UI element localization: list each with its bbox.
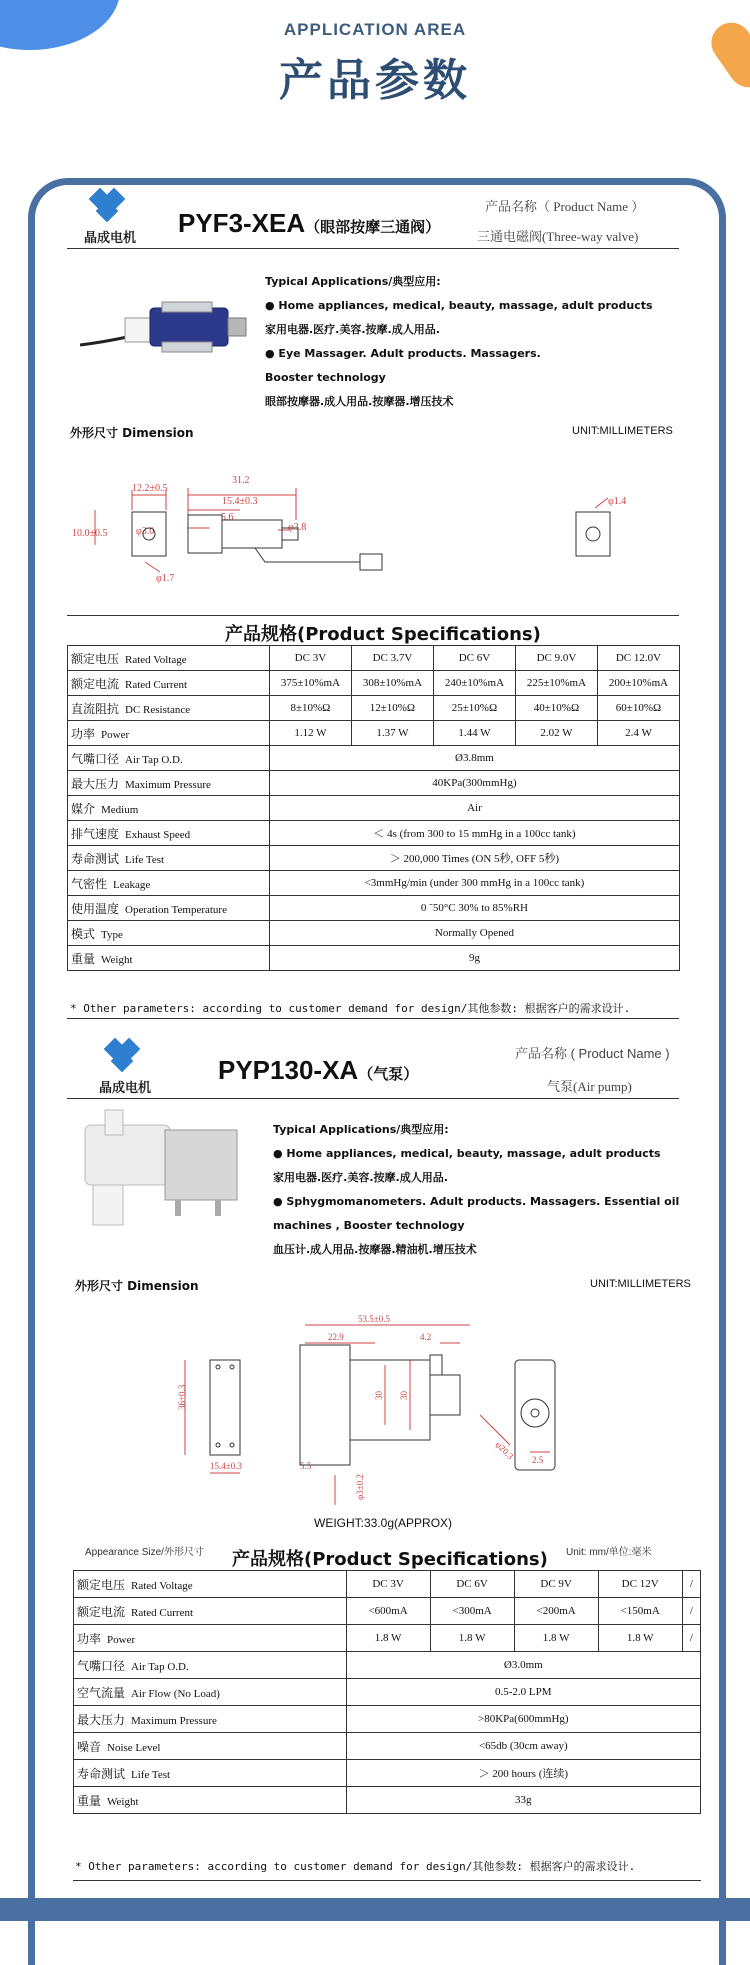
table-cell: DC 3.7V (351, 646, 433, 671)
row-label (68, 671, 270, 696)
brand-logo (70, 185, 150, 245)
table-cell: <200mA (514, 1598, 598, 1625)
table-row (68, 821, 680, 846)
table-cell: ＜ 4s (from 300 to 15 mmHg in a 100cc tank) (269, 821, 679, 846)
table-row (68, 921, 680, 946)
table-cell: DC 9V (514, 1571, 598, 1598)
table-cell: 308±10%mA (351, 671, 433, 696)
row-label-cn: 直流阻抗 (71, 701, 120, 716)
table-cell: DC 9.0V (515, 646, 597, 671)
table-cell: <3mmHg/min (under 300 mmHg in a 100cc tank) (269, 871, 679, 896)
row-label (74, 1760, 347, 1787)
row-label-en: Rated Current (131, 1606, 194, 1619)
spec-title: 产品规格(Product Specifications) (225, 624, 541, 645)
row-label-en: Life Test (125, 853, 165, 866)
table-row (74, 1733, 701, 1760)
dim-label: 53.5±0.5 (358, 1314, 390, 1324)
dim-label: 2.5 (532, 1455, 544, 1465)
table-cell: DC 3V (346, 1571, 430, 1598)
row-label (68, 846, 270, 871)
table-cell: 9g (269, 946, 679, 971)
dim-label: φ3.8 (288, 522, 307, 533)
table-row (74, 1706, 701, 1733)
row-label-en: Rated Voltage (131, 1579, 193, 1592)
table-cell: <600mA (346, 1598, 430, 1625)
row-label-en: DC Resistance (125, 703, 191, 716)
table-cell: 1.12 W (269, 721, 351, 746)
product-name-label: 产品名称（ Product Name ） (485, 199, 645, 214)
logo-text: 晶成电机 (84, 231, 137, 246)
dim-label: 5.6 (221, 512, 234, 523)
row-label-cn: 空气流量 (77, 1685, 126, 1700)
table-cell: 1.37 W (351, 721, 433, 746)
unit-label: Unit: mm/单位:毫米 (566, 1547, 652, 1558)
dim-label: 31.2 (232, 475, 250, 486)
table-row (68, 946, 680, 971)
row-label (68, 746, 270, 771)
table-cell: DC 3V (269, 646, 351, 671)
product-name-value: 三通电磁阀(Three-way valve) (477, 229, 639, 244)
row-label (68, 796, 270, 821)
dimension-drawing (60, 450, 690, 595)
divider (67, 615, 679, 616)
table-cell: 1.8 W (514, 1625, 598, 1652)
table-row (74, 1625, 701, 1652)
row-label (68, 896, 270, 921)
product-photo-valve (80, 290, 250, 360)
row-label-cn: 寿命测试 (71, 851, 120, 866)
row-label-en: Type (101, 928, 123, 941)
table-cell: / (682, 1571, 700, 1598)
table-cell: <150mA (598, 1598, 682, 1625)
row-label-cn: 重量 (77, 1793, 102, 1808)
row-label (74, 1652, 347, 1679)
row-label-en: Noise Level (107, 1741, 161, 1754)
spec-title: 产品规格(Product Specifications) (232, 1549, 548, 1570)
table-cell: 375±10%mA (269, 671, 351, 696)
dim-label: 5.5 (300, 1461, 312, 1471)
row-label (74, 1598, 347, 1625)
table-cell: DC 12V (598, 1571, 682, 1598)
row-label-en: Air Tap O.D. (131, 1660, 189, 1673)
row-label-en: Maximum Pressure (125, 778, 211, 791)
table-row (74, 1571, 701, 1598)
table-row (74, 1652, 701, 1679)
bottom-band (0, 1898, 750, 1921)
table-cell: / (682, 1625, 700, 1652)
row-label-cn: 气密性 (71, 876, 108, 891)
row-label (74, 1625, 347, 1652)
row-label-en: Medium (101, 803, 139, 816)
row-label-en: Power (107, 1633, 136, 1646)
table-cell: >80KPa(600mmHg) (346, 1706, 700, 1733)
table-row (74, 1787, 701, 1814)
table-row (74, 1598, 701, 1625)
table-cell: 0 ˜50°C 30% to 85%RH (269, 896, 679, 921)
divider (73, 1880, 701, 1881)
unit-label: UNIT:MILLIMETERS (572, 425, 673, 437)
spec-table (73, 1570, 701, 1814)
row-label-cn: 功率 (77, 1631, 102, 1646)
row-label (68, 871, 270, 896)
table-cell: 1.8 W (430, 1625, 514, 1652)
divider (67, 1098, 679, 1099)
table-cell: DC 12.0V (597, 646, 679, 671)
product-model: PYP130-XA（气泵） (218, 1055, 419, 1085)
row-label-en: Exhaust Speed (125, 828, 191, 841)
product-photo-pump (75, 1100, 245, 1240)
dim-label: 15.4±0.3 (222, 496, 258, 507)
row-label-cn: 额定电流 (77, 1604, 126, 1619)
row-label-en: Weight (101, 953, 133, 966)
table-cell: 1.8 W (598, 1625, 682, 1652)
row-label-cn: 使用温度 (71, 901, 120, 916)
table-row (68, 871, 680, 896)
row-label (68, 696, 270, 721)
spec-table (67, 645, 680, 971)
table-cell: 240±10%mA (433, 671, 515, 696)
divider (67, 248, 679, 249)
row-label-cn: 模式 (71, 926, 96, 941)
row-label-cn: 最大压力 (71, 776, 120, 791)
weight-label: WEIGHT:33.0g(APPROX) (314, 1516, 453, 1530)
table-cell: 225±10%mA (515, 671, 597, 696)
row-label-en: Air Flow (No Load) (131, 1687, 220, 1700)
table-cell: ＞ 200 hours (连续) (346, 1760, 700, 1787)
table-cell: DC 6V (433, 646, 515, 671)
dim-label: 30 (399, 1391, 409, 1400)
row-label (74, 1787, 347, 1814)
row-label-en: Power (101, 728, 130, 741)
typical-applications: Typical Applications/典型应用: ● Home appliances, medical, beauty, massage, adult products 家用电器.医疗.美容.按摩.成人用品. ● Eye Massager. Adult products. Massagers. Booster technology 眼部按摩器.成人用品.按摩器.增压技术 (265, 275, 653, 408)
row-label (74, 1679, 347, 1706)
table-cell: 8±10%Ω (269, 696, 351, 721)
row-label-cn: 重量 (71, 951, 96, 966)
table-row (74, 1679, 701, 1706)
table-row (68, 846, 680, 871)
row-label-cn: 功率 (71, 726, 96, 741)
row-label-en: Life Test (131, 1768, 171, 1781)
dim-label: 10.0±0.5 (72, 528, 108, 539)
row-label-en: Leakage (113, 878, 151, 891)
brand-logo (85, 1035, 165, 1095)
row-label-cn: 额定电流 (71, 676, 120, 691)
table-cell: ＞ 200,000 Times (ON 5秒, OFF 5秒) (269, 846, 679, 871)
dim-label: φ1.4 (608, 496, 627, 507)
row-label-en: Rated Current (125, 678, 188, 691)
table-cell: 2.02 W (515, 721, 597, 746)
row-label-cn: 额定电压 (77, 1577, 126, 1592)
table-row (68, 696, 680, 721)
table-cell: Normally Opened (269, 921, 679, 946)
row-label-cn: 额定电压 (71, 651, 120, 666)
dim-label: 22.9 (328, 1332, 344, 1342)
table-row (68, 796, 680, 821)
dimension-title: 外形尺寸 Dimension (70, 426, 194, 440)
row-label (68, 921, 270, 946)
table-cell: Ø3.8mm (269, 746, 679, 771)
table-cell: 60±10%Ω (597, 696, 679, 721)
table-cell: 25±10%Ω (433, 696, 515, 721)
dim-label: φ20.3 (493, 1439, 516, 1462)
row-label-en: Operation Temperature (125, 903, 227, 916)
dimension-drawing (160, 1305, 630, 1515)
table-cell: Air (269, 796, 679, 821)
row-label-cn: 最大压力 (77, 1712, 126, 1727)
table-cell: / (682, 1598, 700, 1625)
table-cell: 1.44 W (433, 721, 515, 746)
row-label-cn: 媒介 (71, 801, 96, 816)
table-row (68, 721, 680, 746)
row-label (68, 646, 270, 671)
table-cell: 200±10%mA (597, 671, 679, 696)
table-row (68, 746, 680, 771)
dim-label: φ1.7 (156, 573, 175, 584)
table-cell: <300mA (430, 1598, 514, 1625)
divider (67, 1018, 679, 1019)
page-subtitle: APPLICATION AREA (283, 20, 467, 39)
row-label (74, 1733, 347, 1760)
row-label (68, 771, 270, 796)
dim-label: 30 (374, 1391, 384, 1400)
table-row (68, 646, 680, 671)
typical-applications: Typical Applications/典型应用: ● Home appliances, medical, beauty, massage, adult products 家用电器.医疗.美容.按摩.成人用品. ● Sphygmomanometers. Adult products. Massagers. Essential oil machines , Booster technology 血压计.成人用品.按摩器.精油机.增压技术 (273, 1123, 680, 1256)
page-title: 产品参数 (279, 55, 471, 106)
row-label-cn: 噪音 (77, 1739, 102, 1754)
row-label-en: Air Tap O.D. (125, 753, 183, 766)
dim-label: 15.4±0.3 (210, 1461, 242, 1471)
row-label (68, 721, 270, 746)
table-row (68, 771, 680, 796)
table-cell: 40±10%Ω (515, 696, 597, 721)
row-label-en: Weight (107, 1795, 139, 1808)
unit-label: UNIT:MILLIMETERS (590, 1278, 691, 1290)
appearance-label: Appearance Size/外形尺寸 (85, 1547, 204, 1558)
table-cell: 0.5-2.0 LPM (346, 1679, 700, 1706)
row-label (74, 1706, 347, 1733)
dim-label: 36±0.3 (177, 1384, 187, 1410)
table-cell: Ø3.0mm (346, 1652, 700, 1679)
dim-label: 12.2±0.5 (132, 483, 168, 494)
product-name-label: 产品名称 ( Product Name ) (515, 1046, 670, 1061)
table-cell: 12±10%Ω (351, 696, 433, 721)
table-cell: 1.8 W (346, 1625, 430, 1652)
row-label-cn: 气嘴口径 (71, 751, 120, 766)
dim-label: φ3±0.2 (355, 1474, 365, 1500)
row-label (74, 1571, 347, 1598)
footnote: * Other parameters: according to customer demand for design/其他参数: 根据客户的需求设计. (75, 1860, 636, 1873)
dim-label: 4.2 (420, 1332, 432, 1342)
table-row (74, 1760, 701, 1787)
table-cell: 40KPa(300mmHg) (269, 771, 679, 796)
product-name-value: 气泵(Air pump) (547, 1079, 632, 1094)
product-model: PYF3-XEA（眼部按摩三通阀） (178, 208, 441, 238)
row-label (68, 821, 270, 846)
table-row (68, 896, 680, 921)
logo-text: 晶成电机 (99, 1081, 152, 1096)
table-row (68, 671, 680, 696)
row-label-en: Maximum Pressure (131, 1714, 217, 1727)
row-label-cn: 排气速度 (71, 826, 120, 841)
footnote: * Other parameters: according to customer demand for design/其他参数: 根据客户的需求设计. (70, 1002, 631, 1015)
row-label (68, 946, 270, 971)
table-cell: DC 6V (430, 1571, 514, 1598)
dimension-title: 外形尺寸 Dimension (75, 1279, 199, 1293)
table-cell: 2.4 W (597, 721, 679, 746)
dim-label: φ3.0 (136, 526, 155, 537)
table-cell: 33g (346, 1787, 700, 1814)
row-label-en: Rated Voltage (125, 653, 187, 666)
row-label-cn: 寿命测试 (77, 1766, 126, 1781)
table-cell: <65db (30cm away) (346, 1733, 700, 1760)
row-label-cn: 气嘴口径 (77, 1658, 126, 1673)
